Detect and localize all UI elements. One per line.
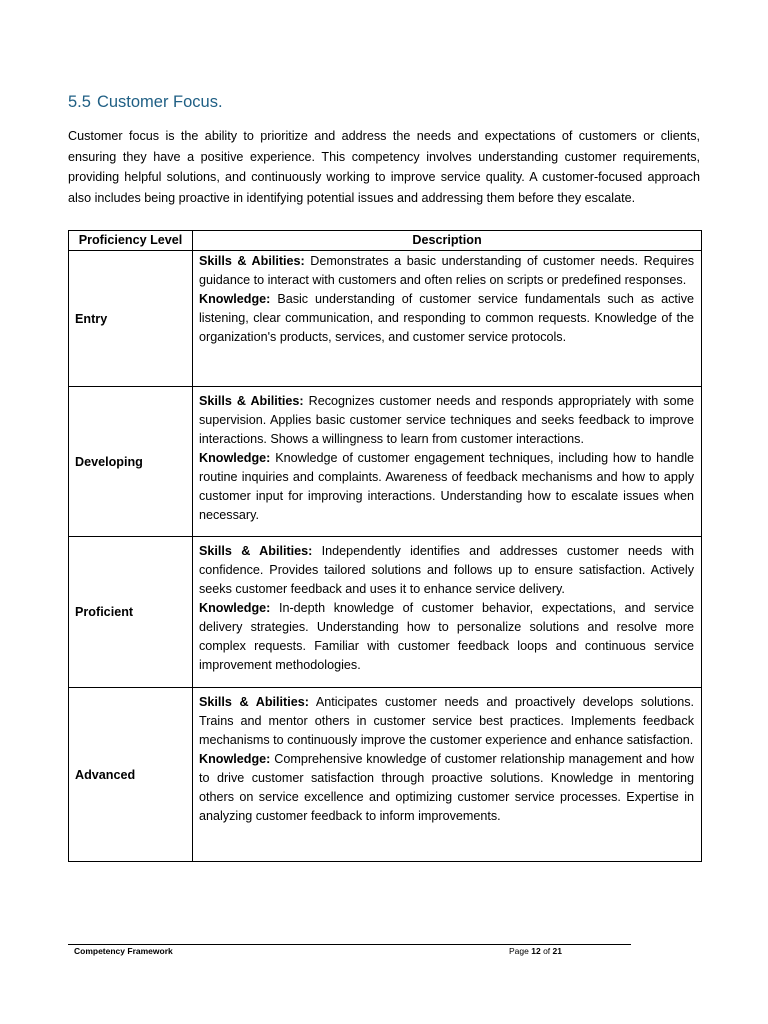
table-row xyxy=(69,688,702,862)
knowledge-label: Knowledge: xyxy=(199,292,271,306)
skills-text: Anticipates customer needs and proactively develops solutions. Trains and mentor others in customer service best practices. Implements feedback mechanisms to continuously improve the customer experience and enhance satisfaction. xyxy=(199,695,694,747)
section-number: 5.5 xyxy=(68,93,91,111)
skills-label: Skills & Abilities: xyxy=(199,695,309,709)
skills-text: Demonstrates a basic understanding of customer needs. Requires guidance to interact with customers and often relies on scripts or predefined responses. xyxy=(199,254,694,287)
intro-paragraph: Customer focus is the ability to prioritize and address the needs and expectations of customers or clients, ensuring they have a positive experience. This competency involves understanding customer requirements, providing helpful solutions, and continuously working to improve service quality. A customer-focused approach also includes being proactive in identifying potential issues and addressing them before they escalate. xyxy=(68,129,700,205)
knowledge-label: Knowledge: xyxy=(199,451,271,465)
knowledge-paragraph xyxy=(199,449,694,525)
description-cell xyxy=(193,387,702,537)
knowledge-text: Comprehensive knowledge of customer relationship management and how to drive customer satisfaction through proactive solutions. Knowledge in mentoring others on service excellence and optimizing customer service processes. Expertise in analyzing customer feedback to inform improvements. xyxy=(199,752,695,823)
skills-paragraph xyxy=(199,693,694,750)
skills-text: Independently identifies and addresses customer needs with confidence. Provides tailored solutions and follows up to ensure satisfaction. Actively seeks customer feedback and uses it to enhance service delivery. xyxy=(199,544,694,596)
table-header-row xyxy=(69,231,702,251)
proficiency-table xyxy=(68,230,702,862)
knowledge-paragraph xyxy=(199,750,694,826)
skills-text: Recognizes customer needs and responds appropriately with some supervision. Applies basic customer service techniques and seeks feedback to improve interactions. Shows a willingness to learn from customer interactions. xyxy=(199,394,695,446)
page-of: of xyxy=(543,946,551,956)
knowledge-text: In-depth knowledge of customer behavior, expectations, and service delivery strategies. Understanding how to personalize solutions and resolve more complex requests. Familiar with customer feedback loops and continuous service improvement methodologies. xyxy=(199,601,695,672)
level-cell: Advanced xyxy=(69,688,193,862)
footer-divider xyxy=(68,944,631,945)
skills-paragraph xyxy=(199,542,694,599)
description-cell xyxy=(193,251,702,387)
level-cell: Developing xyxy=(69,387,193,537)
knowledge-label: Knowledge: xyxy=(199,752,271,766)
table-row xyxy=(69,537,702,688)
footer-page-number xyxy=(509,946,562,956)
knowledge-paragraph xyxy=(199,290,694,347)
skills-paragraph xyxy=(199,392,694,449)
page-prefix: Page xyxy=(509,946,529,956)
skills-paragraph xyxy=(199,252,694,290)
header-description: Description xyxy=(193,231,702,251)
level-cell: Entry xyxy=(69,251,193,387)
description-cell xyxy=(193,688,702,862)
page-current: 12 xyxy=(531,946,541,956)
description-cell xyxy=(193,537,702,688)
footer-document-title: Competency Framework xyxy=(74,946,173,956)
knowledge-text: Knowledge of customer engagement techniques, including how to handle routine inquiries and complaints. Awareness of feedback mechanisms and how to apply customer input for improving interactions. Understanding how to escalate issues when necessary. xyxy=(199,451,694,522)
section-heading xyxy=(68,93,223,112)
knowledge-text: Basic understanding of customer service fundamentals such as active listening, clear communication, and responding to common requests. Knowledge of the organization's products, services, and customer service protocols. xyxy=(199,292,694,344)
skills-label: Skills & Abilities: xyxy=(199,544,313,558)
skills-label: Skills & Abilities: xyxy=(199,254,305,268)
section-title: Customer Focus. xyxy=(96,93,223,111)
page-total: 21 xyxy=(552,946,563,956)
knowledge-paragraph xyxy=(199,599,694,675)
table-row xyxy=(69,387,702,537)
skills-label: Skills & Abilities: xyxy=(199,394,304,408)
knowledge-label: Knowledge: xyxy=(199,601,271,615)
header-proficiency-level: Proficiency Level xyxy=(69,231,193,251)
table-row xyxy=(69,251,702,387)
level-cell: Proficient xyxy=(69,537,193,688)
